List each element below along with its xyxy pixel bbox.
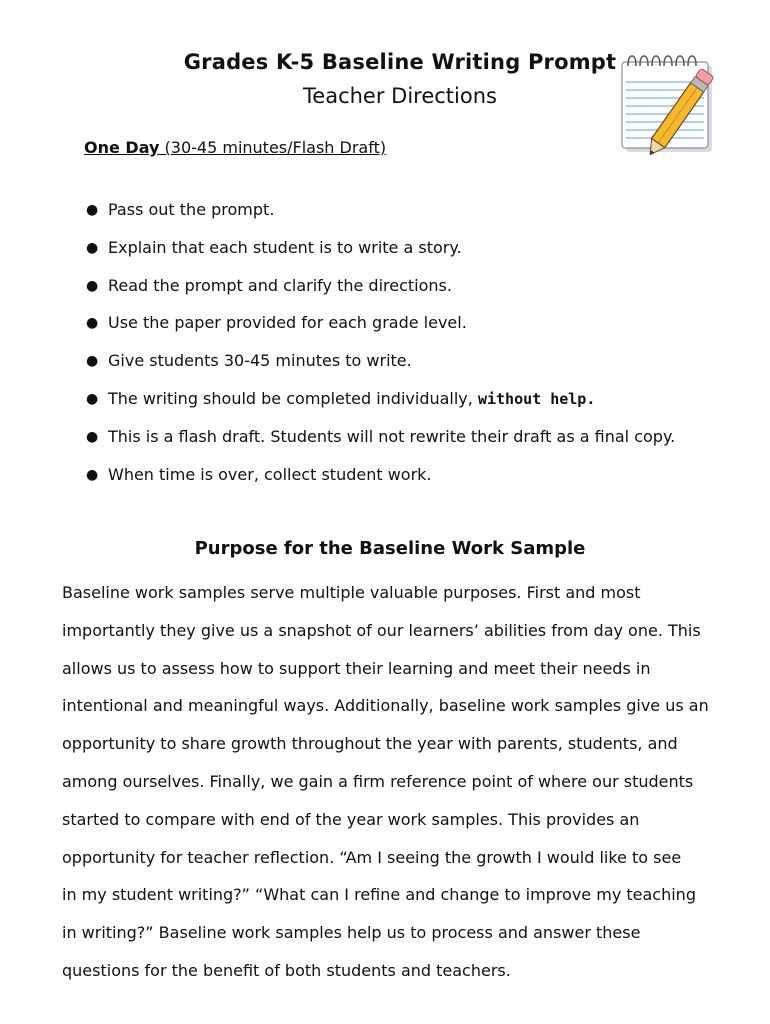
list-item-text: Pass out the prompt. [108,200,275,219]
directions-list [80,198,740,500]
bullet-icon: ● [86,315,99,332]
list-item-text: Read the prompt and clarify the directions. [108,275,452,295]
page-title: Grades K-5 Baseline Writing Prompt [183,50,617,74]
bullet-icon: ● [86,466,99,483]
paragraph-line: opportunity to share growth throughout the year with parents, students, and [62,734,678,754]
timing-label: One Day [84,138,160,157]
paragraph-line: Baseline work samples serve multiple valuable purposes. First and most [62,583,641,602]
emphasis-text: without help. [477,389,596,408]
bullet-icon: ● [86,390,99,407]
bullet-icon: ● [86,239,99,256]
list-item-text: Explain that each student is to write a story. [108,237,462,257]
page-subtitle: Teacher Directions [303,84,497,108]
paragraph-line: allows us to assess how to support their learning and meet their needs in [62,658,651,678]
bullet-icon: ● [86,277,99,294]
list-item [80,311,740,349]
list-item-text: When time is over, collect student work. [108,464,432,484]
timing-line [84,138,386,157]
bullet-icon: ● [86,202,99,218]
paragraph-line: among ourselves. Finally, we gain a firm reference point of where our students [62,771,694,791]
list-item [80,236,740,274]
bullet-icon: ● [86,428,99,445]
paragraph-line: questions for the benefit of both students and teachers. [62,960,511,980]
notepad-pencil-icon [620,52,740,156]
section-heading: Purpose for the Baseline Work Sample [194,538,586,559]
paragraph-line: intentional and meaningful ways. Additionally, baseline work samples give us an [62,696,709,716]
paragraph-line: in my student writing?” “What can I refine and change to improve my teaching [62,885,696,905]
list-item [80,463,740,501]
list-item-text: The writing should be completed individually, [108,388,478,408]
timing-detail: (30-45 minutes/Flash Draft) [164,138,387,157]
list-item-text: Give students 30-45 minutes to write. [108,351,412,371]
bullet-icon: ● [86,353,99,370]
list-item [80,274,740,312]
list-item [80,198,740,236]
purpose-paragraph [62,580,730,996]
paragraph-line: importantly they give us a snapshot of our learners’ abilities from day one. This [62,620,701,640]
list-item-text: This is a flash draft. Students will not rewrite their draft as a final copy. [108,426,676,446]
list-item [80,387,740,425]
paragraph-line: started to compare with end of the year work samples. This provides an [62,809,640,829]
paragraph-line: opportunity for teacher reflection. “Am I seeing the growth I would like to see [62,847,682,867]
list-item [80,425,740,463]
list-item-text: Use the paper provided for each grade level. [108,313,467,333]
list-item [80,349,740,387]
paragraph-line: in writing?” Baseline work samples help us to process and answer these [62,923,641,943]
